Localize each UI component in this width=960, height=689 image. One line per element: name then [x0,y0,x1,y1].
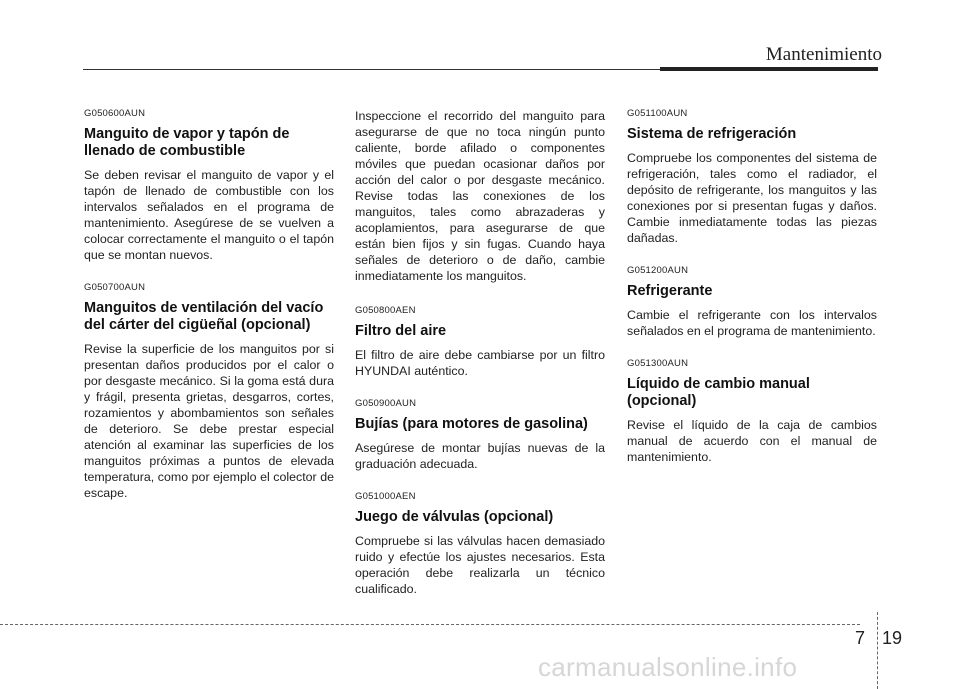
section-heading: Sistema de refrigeración [627,126,797,142]
section-cooling-system [627,108,877,246]
section-body: Cambie el refrigerante con los intervalos señalados en el programa de mantenimiento. [627,308,877,338]
section-code: G050900AUN [355,398,417,409]
section-heading: Juego de válvulas (opcional) [355,509,554,525]
section-body: Revise la superficie de los manguitos por si presentan daños producidos por el calor o por desgaste mecánico. Si la goma está dura y frágil, presenta grietas, desgarros, cortes, rozamientos y abombamientos son señales de deterioro. Se debe prestar especial atención al examinar las superficies de los manguitos próximas a puntos de elevada temperatura, como por ejemplo el colector de escape. [84,342,334,500]
section-crankcase-hoses [84,282,334,501]
watermark: carmanualsonline.info [538,652,798,682]
section-code: G051100AUN [627,108,688,119]
section-coolant [627,265,877,339]
section-heading: Manguito de vapor y tapón de llenado de combustible [84,126,290,159]
section-body: Revise el líquido de la caja de cambios manual de acuerdo con el manual de mantenimiento. [627,418,877,464]
section-code: G050600AUN [84,108,146,119]
section-body: Compruebe si las válvulas hacen demasiado ruido y efectúe los ajustes necesarios. Esta operación debe realizarla un técnico cualificado. [355,534,605,596]
header-rule-accent [660,67,878,71]
section-body: Se deben revisar el manguito de vapor y el tapón de llenado de combustible con los intervalos señalados en el programa de mantenimiento. Asegúrese de se vuelven a colocar correctamente el manguito o el tapón que se montan nuevos. [84,168,334,262]
page-number: 19 [882,628,903,648]
section-code: G050800AEN [355,305,416,316]
section-body: Asegúrese de montar bujías nuevas de la graduación adecuada. [355,441,605,471]
section-title: Mantenimiento [765,44,882,65]
section-heading: Refrigerante [627,283,713,299]
section-body: Compruebe los componentes del sistema de refrigeración, tales como el radiador, el depósito de refrigerante, los manguitos y las conexiones por si presentan fugas y daños. Cambie inmediatamente todas las piezas dañadas. [627,151,877,245]
section-code: G051200AUN [627,265,689,276]
chapter-number: 7 [855,628,866,648]
section-valve-clearance [355,491,605,597]
continued-paragraph: Inspeccione el recorrido del manguito para asegurarse de que no toca ningún punto caliente, borde afilado o componentes móviles que puedan ocasionar daños por acción del calor o por desgaste mecánico. Revise todas las conexiones de los manguitos, tales como abrazaderas y acoplamientos, para asegurarse de que están bien fijos y sin fugas. Cuando haya señales de deterioro o de daño, cambie inmediatamente los manguitos. [355,109,605,283]
section-body: El filtro de aire debe cambiarse por un filtro HYUNDAI auténtico. [355,348,605,378]
section-code: G051300AUN [627,358,689,369]
text-column-2 [355,108,605,616]
section-heading: Manguitos de ventilación del vacío del cárter del cigüeñal (opcional) [84,300,324,333]
section-heading: Líquido de cambio manual (opcional) [627,376,810,409]
header-rule [83,69,660,70]
section-air-filter [355,305,605,379]
footer-divider [877,612,878,689]
section-manual-transmission-fluid [627,358,877,465]
section-vapor-hose [84,108,334,263]
section-heading: Filtro del aire [355,323,447,339]
text-column-1 [84,108,334,520]
text-column-3 [627,108,877,484]
section-heading: Bujías (para motores de gasolina) [355,416,588,432]
footer-rule [0,624,860,625]
section-code: G051000AEN [355,491,416,502]
section-spark-plugs [355,398,605,472]
section-code: G050700AUN [84,282,146,293]
